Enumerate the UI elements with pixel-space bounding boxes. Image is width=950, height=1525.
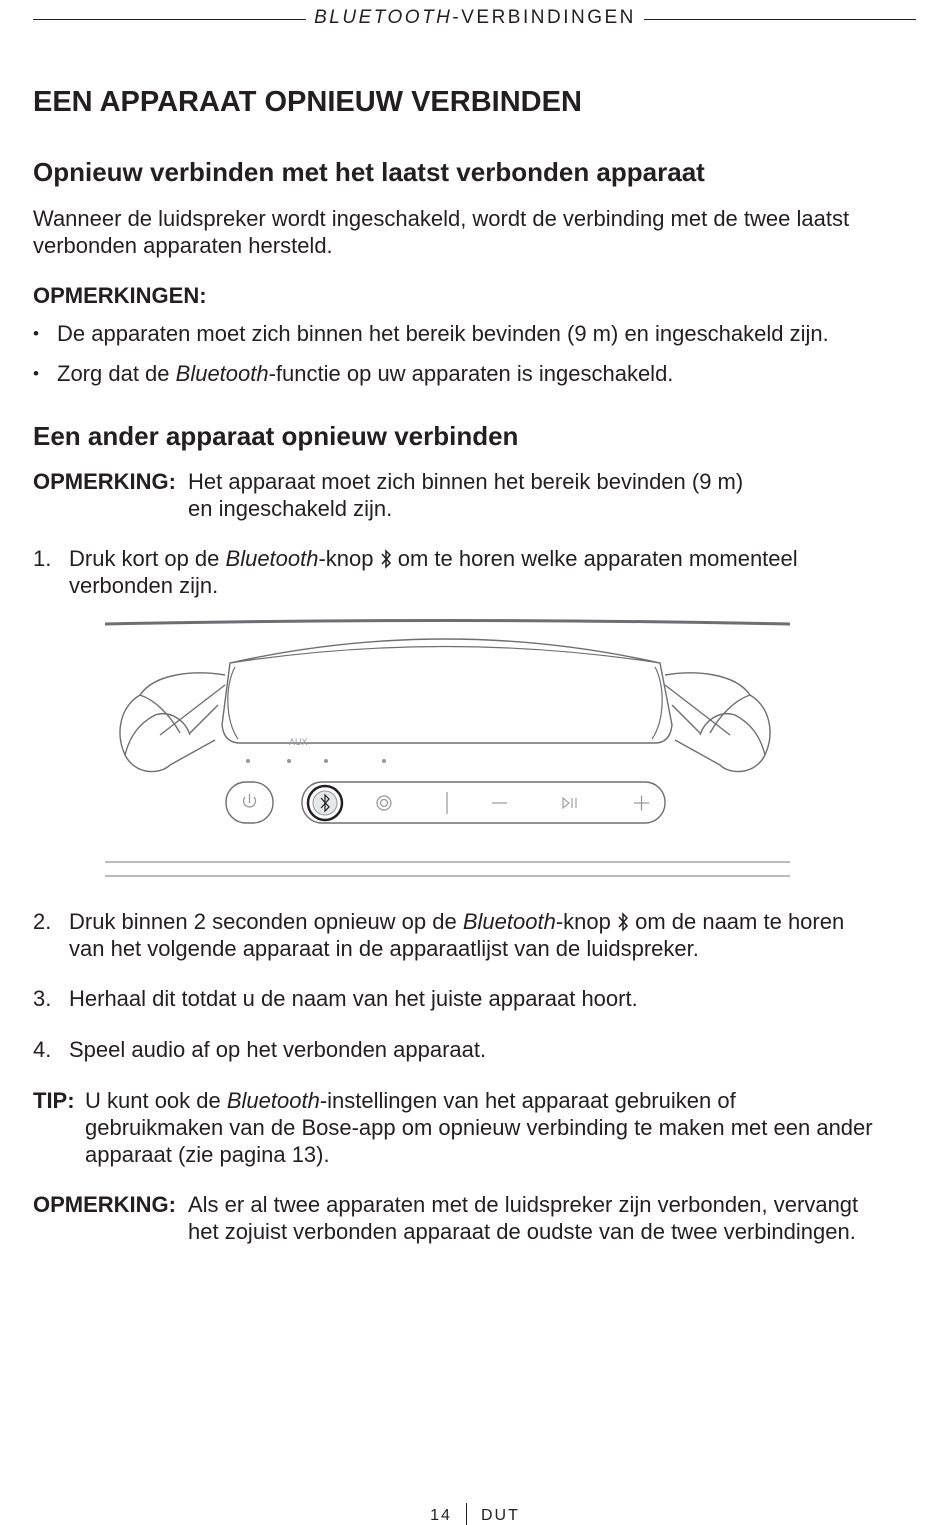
speaker-illustration — [100, 615, 795, 885]
page-title: EEN APPARAAT OPNIEUW VERBINDEN — [33, 86, 582, 118]
play-pause-icon — [563, 798, 576, 808]
step-number: 1. — [33, 546, 52, 571]
right-handle — [665, 673, 770, 772]
aux-label: AUX — [289, 737, 308, 747]
bullet-item — [33, 320, 913, 347]
section1-paragraph: Wanneer de luidspreker wordt ingeschakeld, wordt de verbinding met de twee laatst verbonden apparaten hersteld. — [33, 206, 850, 258]
step-item — [33, 908, 923, 964]
step-text: Druk binnen 2 seconden opnieuw op de Bluetooth-knop om de naam te horen van het volgende apparaat in de apparaatlijst van de luidspreker. — [69, 909, 845, 961]
section-header-rest: -VERBINDINGEN — [452, 7, 636, 28]
bullet-dot: • — [33, 364, 39, 383]
tip-body: U kunt ook de Bluetooth-instellingen van het apparaat gebruiken of gebruikmaken van de Bose-app om opnieuw verbinding te maken met een ander apparaat (zie pagina 13). — [85, 1088, 873, 1167]
indicator-dot — [324, 759, 328, 763]
step-text: Herhaal dit totdat u de naam van het juiste apparaat hoort. — [69, 986, 638, 1011]
note-label: OPMERKING: — [33, 469, 176, 494]
bullet-item — [33, 360, 913, 387]
step-item — [33, 985, 923, 1012]
step-item — [33, 1036, 923, 1063]
bullet-text: De apparaten moet zich binnen het bereik bevinden (9 m) en ingeschakeld zijn. — [57, 321, 829, 346]
bullet-text: Zorg dat de Bluetooth-functie op uw apparaten is ingeschakeld. — [57, 361, 674, 386]
language-code: DUT — [480, 1507, 520, 1524]
step-number: 2. — [33, 909, 52, 934]
volume-up-icon — [634, 796, 649, 811]
section-header — [0, 7, 950, 29]
step-text: Speel audio af op het verbonden apparaat. — [69, 1037, 487, 1062]
note-block — [33, 468, 923, 524]
page-footer — [0, 1503, 950, 1525]
note-body: Het apparaat moet zich binnen het bereik bevinden (9 m) en ingeschakeld zijn. — [188, 469, 744, 521]
action-icon — [377, 796, 391, 810]
section1-heading: Opnieuw verbinden met het laatst verbonden apparaat — [33, 157, 705, 187]
final-note-label: OPMERKING: — [33, 1192, 176, 1217]
tip-block — [33, 1087, 923, 1168]
left-handle — [120, 673, 225, 772]
bullet-dot: • — [33, 324, 39, 343]
indicator-dot — [382, 759, 386, 763]
step-item — [33, 545, 923, 601]
footer-divider — [466, 1503, 467, 1525]
power-icon — [244, 794, 256, 807]
indicator-dot — [287, 759, 291, 763]
step-number: 3. — [33, 986, 52, 1011]
tip-label: TIP: — [33, 1088, 75, 1113]
final-note-body: Als er al twee apparaten met de luidspreker zijn verbonden, vervangt het zojuist verbonden apparaat de oudste van de twee verbindingen. — [188, 1192, 859, 1244]
final-note-block — [33, 1191, 923, 1247]
top-edge-line — [105, 621, 790, 625]
control-bar — [302, 782, 665, 823]
section2-heading: Een ander apparaat opnieuw verbinden — [33, 421, 519, 451]
step-number: 4. — [33, 1037, 52, 1062]
indicator-dot — [246, 759, 250, 763]
page-number: 14 — [430, 1507, 452, 1524]
bluetooth-icon — [617, 912, 629, 932]
step-text: Druk kort op de Bluetooth-knop om te horen welke apparaten momenteel verbonden zijn. — [69, 546, 798, 598]
bluetooth-icon — [380, 549, 392, 569]
notes-label: OPMERKINGEN: — [33, 283, 207, 308]
section-header-italic: BLUETOOTH — [314, 7, 453, 28]
